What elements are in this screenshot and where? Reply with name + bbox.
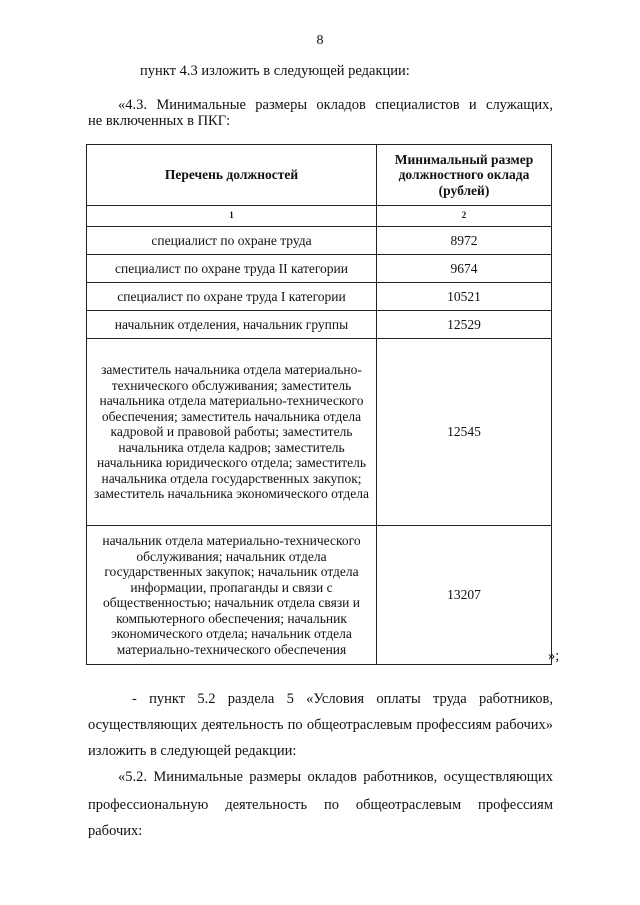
position-cell: заместитель начальника отдела материально-технического обслуживания; заместитель начальника отдела материально-технического обеспечения; заместитель начальника отдела кадровой и правовой работы; заместитель начальника отдела кадров; заместитель начальника юридического отдела; заместитель начальника отдела государственных закупок; заместитель начальника экономического отдела	[87, 339, 377, 526]
table-row	[87, 526, 552, 665]
salary-cell: 9674	[377, 255, 552, 283]
closing-quote-mark: »;	[548, 648, 560, 664]
header-salary: Минимальный размер должностного оклада (рублей)	[377, 145, 552, 206]
section-5-2-line1: «5.2. Минимальные размеры окладов работников, осуществляющих	[118, 769, 553, 785]
table-number-row	[87, 206, 552, 227]
intro-line: пункт 4.3 изложить в следующей редакции:	[140, 63, 410, 79]
page-number: 8	[316, 33, 324, 48]
salary-cell: 13207	[377, 526, 552, 665]
table-row	[87, 255, 552, 283]
section-5-2-amend-line2: осуществляющих деятельность по общеотраслевым профессиям рабочих»	[88, 717, 553, 733]
salary-cell: 8972	[377, 227, 552, 255]
section-5-2-amend-line1: - пункт 5.2 раздела 5 «Условия оплаты труда работников,	[132, 691, 553, 707]
salary-cell: 12529	[377, 311, 552, 339]
table-header-row	[87, 145, 552, 206]
salary-table	[86, 144, 552, 665]
header-positions: Перечень должностей	[87, 145, 377, 206]
section-5-2-line2: профессиональную деятельность по общеотраслевым профессиям	[88, 797, 553, 813]
table-row	[87, 283, 552, 311]
section-5-2-amend-line3: изложить в следующей редакции:	[88, 743, 297, 759]
position-cell: специалист по охране труда	[87, 227, 377, 255]
column-number-2: 2	[377, 206, 552, 227]
section-5-2-line3: рабочих:	[88, 823, 143, 839]
salary-cell: 10521	[377, 283, 552, 311]
position-cell: начальник отдела материально-технического обслуживания; начальник отдела государственных закупок; начальник отдела информации, пропаганды и связи с общественностью; начальник отдела связи и компьютерного обеспечения; начальник экономического отдела; начальник отдела материально-технического обеспечения	[87, 526, 377, 665]
section-4-3-line1: «4.3. Минимальные размеры окладов специалистов и служащих,	[118, 97, 553, 113]
section-4-3-line2: не включенных в ПКГ:	[88, 113, 231, 129]
position-cell: начальник отделения, начальник группы	[87, 311, 377, 339]
table-row	[87, 311, 552, 339]
position-cell: специалист по охране труда I категории	[87, 283, 377, 311]
table-row	[87, 227, 552, 255]
position-cell: специалист по охране труда II категории	[87, 255, 377, 283]
table-row	[87, 339, 552, 526]
salary-cell: 12545	[377, 339, 552, 526]
column-number-1: 1	[87, 206, 377, 227]
